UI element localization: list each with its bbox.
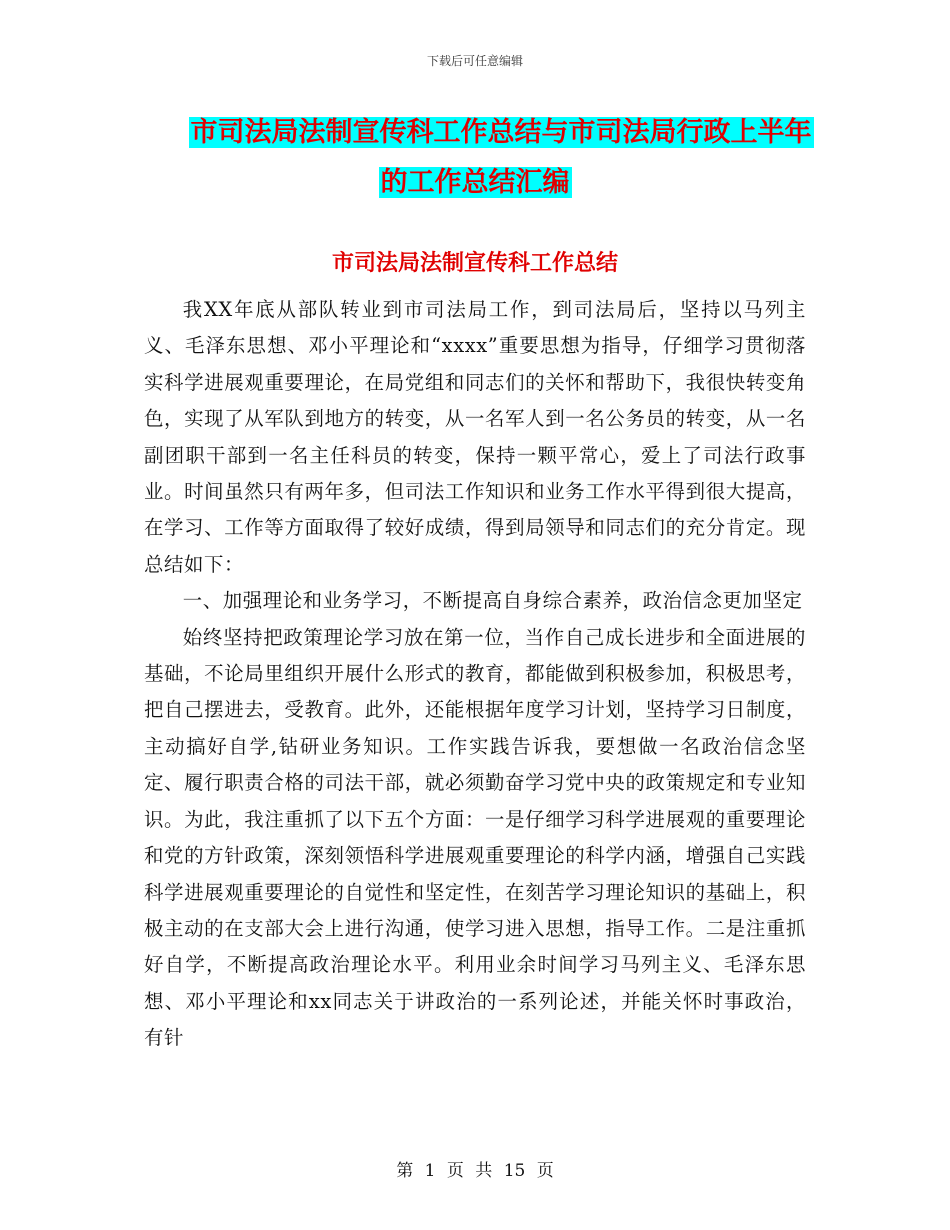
paragraph: 一、加强理论和业务学习，不断提高自身综合素养，政治信念更加坚定 — [182, 589, 803, 613]
document-title-line-1: 市司法局法制宣传科工作总结与市司法局行政上半年 — [190, 117, 812, 148]
page-number: 第 1 页 共 15 页 — [396, 1161, 554, 1181]
section-title: 市司法局法制宣传科工作总结 — [331, 251, 618, 276]
header-note: 下载后可任意编辑 — [426, 54, 523, 68]
document-title — [0, 108, 950, 208]
paragraph: 始终坚持把政策理论学习放在第一位，当作自己成长进步和全面进展的基础，不论局里组织开展什么形式的教育，都能做到积极参加，积极思考，把自己摆进去，受教育。此外，还能根据年度学习计划，坚持学习日制度，主动搞好自学,钻研业务知识。工作实践告诉我，要想做一名政治信念坚定、履行职责合格的司法干部，就必须勤奋学习党中央的政策规定和专业知识。为此，我注重抓了以下五个方面：一是仔细学习科学进展观的重要理论和党的方针政策，深刻领悟科学进展观重要理论的科学内涵，增强自己实践科学进展观重要理论的自觉性和坚定性，在刻苦学习理论知识的基础上，积极主动的在支部大会上进行沟通，使学习进入思想，指导工作。二是注重抓好自学，不断提高政治理论水平。利用业余时间学习马列主义、毛泽东思想、邓小平理论和xx同志关于讲政治的一系列论述，并能关怀时事政治，有针 — [144, 625, 806, 1050]
body-text — [144, 292, 806, 1057]
document-title-line-2: 的工作总结汇编 — [380, 167, 570, 198]
paragraph: 我XX年底从部队转业到市司法局工作，到司法局后，坚持以马列主义、毛泽东思想、邓小平理论和“xxxx”重要思想为指导，仔细学习贯彻落实科学进展观重要理论，在局党组和同志们的关怀和帮助下，我很快转变角色，实现了从军队到地方的转变，从一名军人到一名公务员的转变，从一名副团职干部到一名主任科员的转变，保持一颗平常心，爱上了司法行政事业。时间虽然只有两年多，但司法工作知识和业务工作水平得到很大提高，在学习、工作等方面取得了较好成绩，得到局领导和同志们的充分肯定。现总结如下： — [144, 298, 806, 576]
